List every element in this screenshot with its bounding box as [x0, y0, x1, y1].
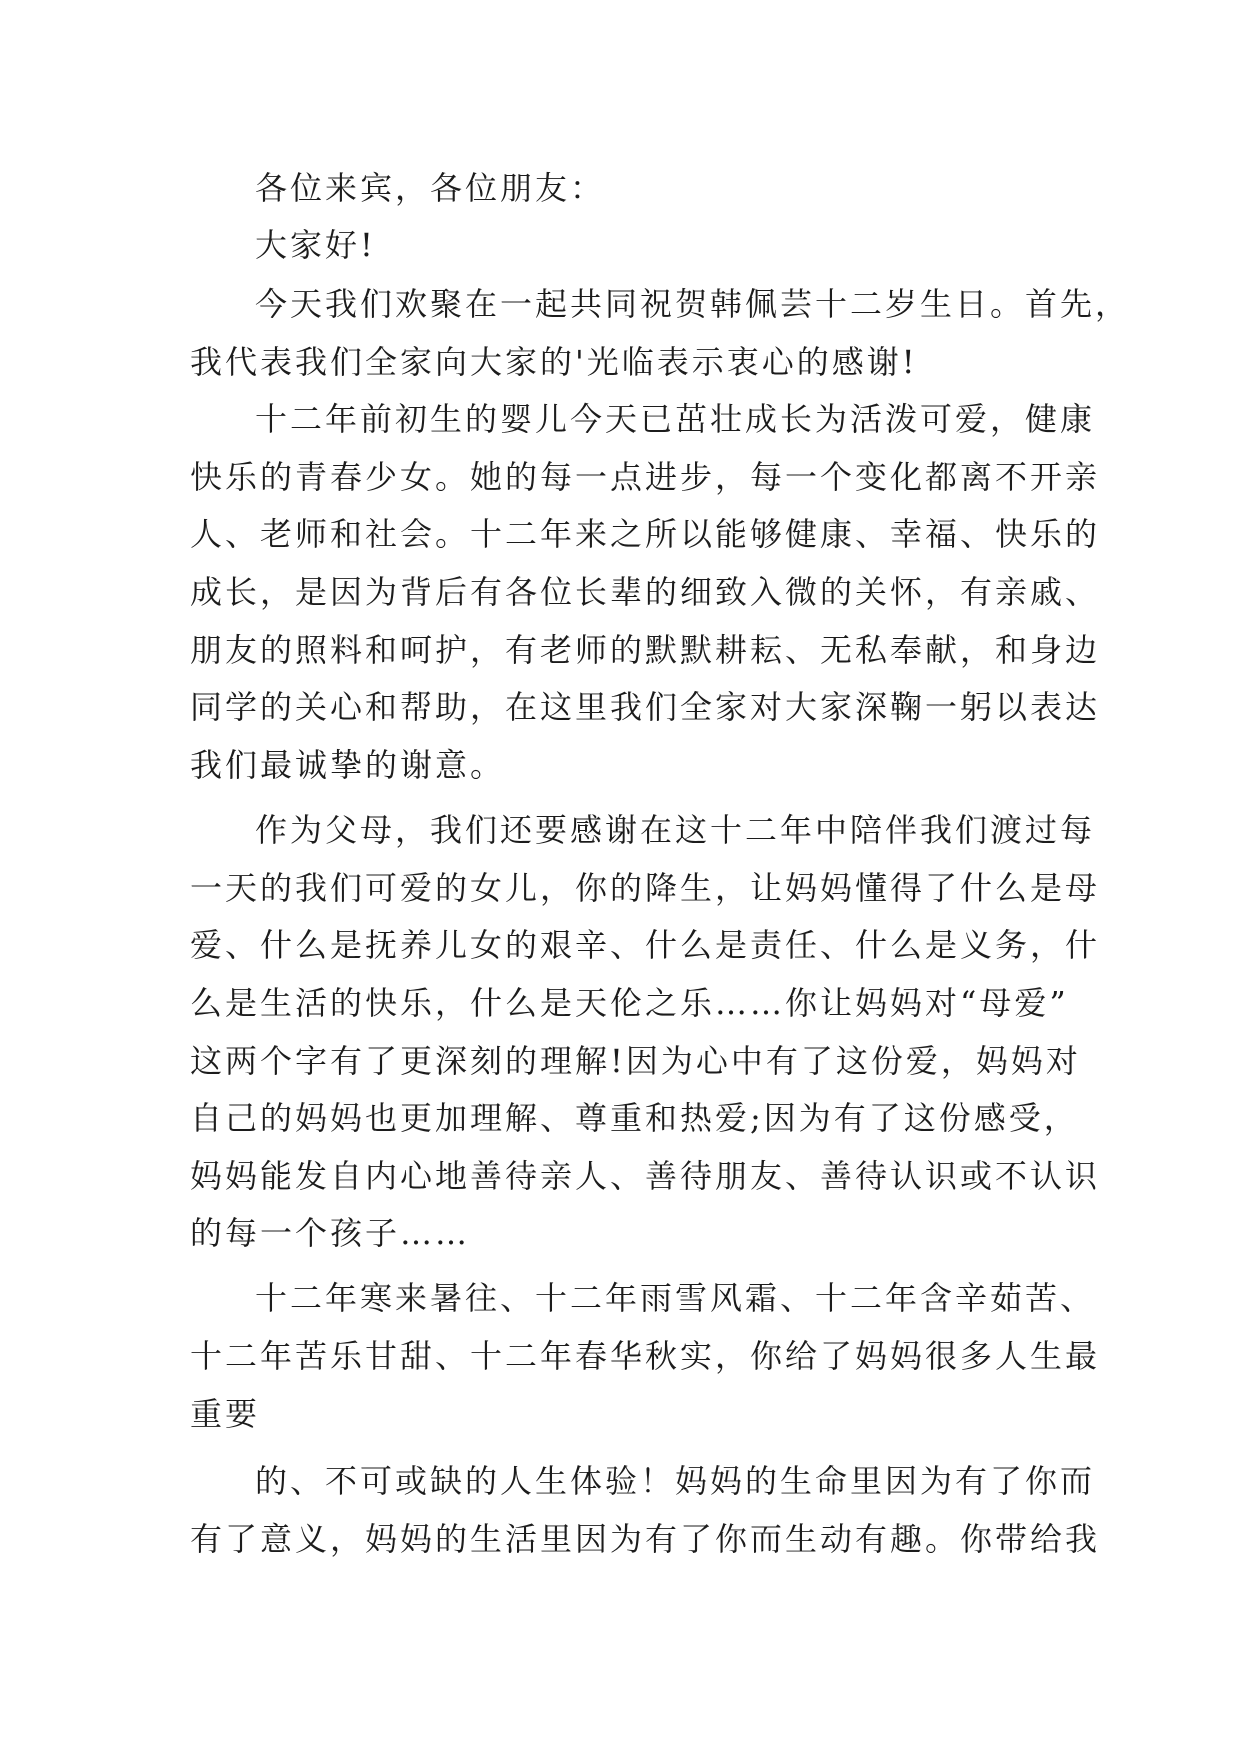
paragraph-line: 这两个字有了更深刻的理解!因为心中有了这份爱，妈妈对: [190, 1042, 1081, 1080]
paragraph-line: 快乐的青春少女。她的每一点进步，每一个变化都离不开亲: [190, 458, 1101, 496]
paragraph-line: 十二年寒来暑往、十二年雨雪风霜、十二年含辛茹苦、: [255, 1279, 1096, 1317]
paragraph-line: 同学的关心和帮助，在这里我们全家对大家深鞠一躬以表达: [190, 688, 1101, 726]
paragraph-line: 重要: [190, 1395, 261, 1433]
paragraph-line: 爱、什么是抚养儿女的艰辛、什么是责任、什么是义务，什: [190, 926, 1101, 964]
paragraph-line: 朋友的照料和呵护，有老师的默默耕耘、无私奉献，和身边: [190, 631, 1101, 669]
paragraph-line: 我代表我们全家向大家的'光临表示衷心的感谢!: [190, 343, 918, 381]
paragraph-line: 一天的我们可爱的女儿，你的降生，让妈妈懂得了什么是母: [190, 869, 1101, 907]
paragraph-line: 的每一个孩子……: [190, 1214, 471, 1252]
paragraph-line: 的、不可或缺的人生体验！妈妈的生命里因为有了你而: [255, 1462, 1096, 1500]
paragraph-line: 有了意义，妈妈的生活里因为有了你而生动有趣。你带给我: [190, 1520, 1101, 1558]
paragraph-line: 今天我们欢聚在一起共同祝贺韩佩芸十二岁生日。首先，: [255, 285, 1131, 323]
salutation-line: 各位来宾，各位朋友：: [255, 169, 606, 207]
paragraph-line: 自己的妈妈也更加理解、尊重和热爱;因为有了这份感受，: [190, 1099, 1079, 1137]
paragraph-line: 么是生活的快乐，什么是天伦之乐……你让妈妈对“母爱”: [190, 984, 1069, 1022]
paragraph-line: 成长，是因为背后有各位长辈的细致入微的关怀，有亲戚、: [190, 573, 1101, 611]
paragraph-line: 十二年苦乐甘甜、十二年春华秋实，你给了妈妈很多人生最: [190, 1337, 1101, 1375]
greeting-line: 大家好!: [255, 226, 376, 264]
paragraph-line: 人、老师和社会。十二年来之所以能够健康、幸福、快乐的: [190, 515, 1101, 553]
paragraph-line: 我们最诚挚的谢意。: [190, 746, 506, 784]
paragraph-line: 妈妈能发自内心地善待亲人、善待朋友、善待认识或不认识: [190, 1157, 1101, 1195]
paragraph-line: 作为父母，我们还要感谢在这十二年中陪伴我们渡过每: [255, 811, 1096, 849]
paragraph-line: 十二年前初生的婴儿今天已茁壮成长为活泼可爱，健康: [255, 400, 1096, 438]
